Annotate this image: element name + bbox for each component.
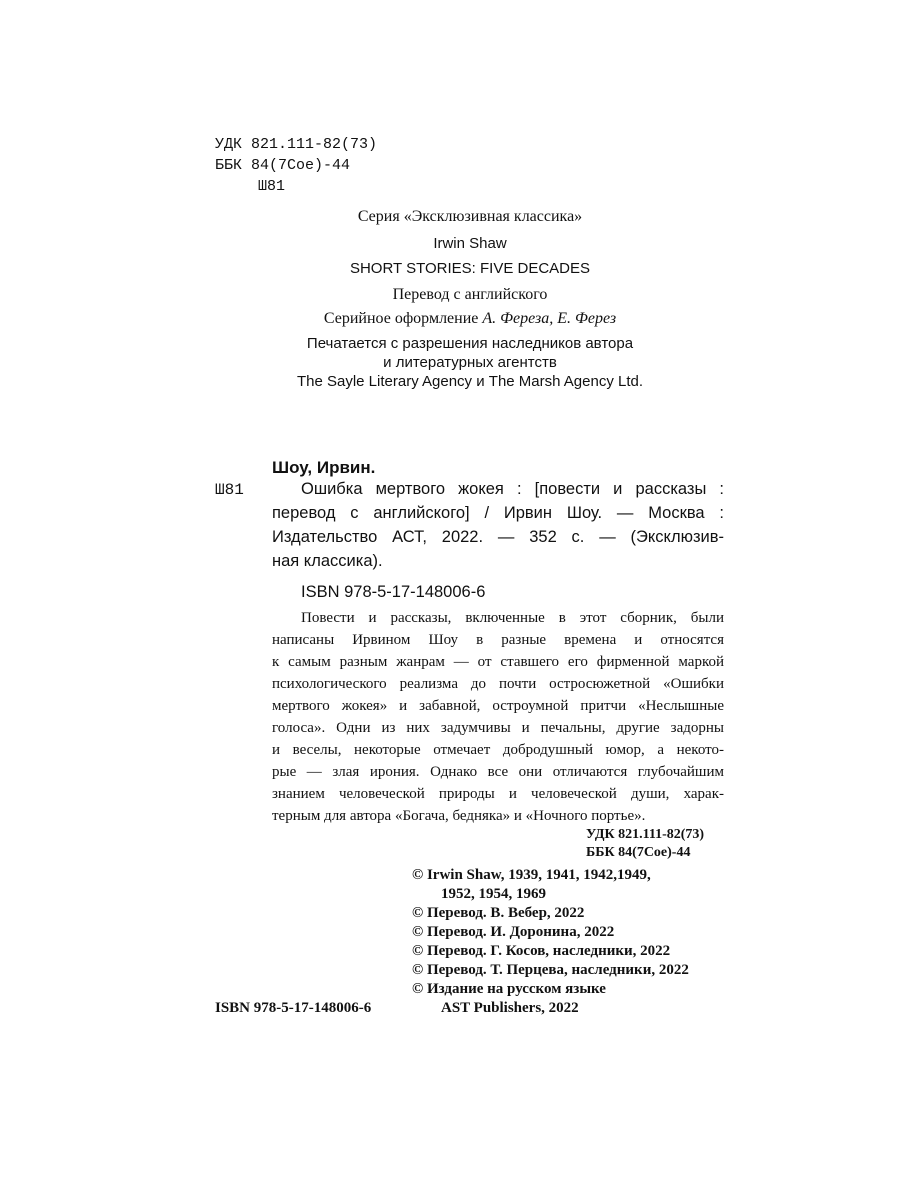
agencies-line: The Sayle Literary Agency и The Marsh Agency Ltd. [296,373,644,390]
annotation [272,607,724,827]
annotation-udk: УДК 821.111-82(73) [586,827,705,842]
copyright-line: © Irwin Shaw, 1939, 1941, 1942,1949, [412,867,651,883]
annotation-line: мертвого жокея» и забавной, остроумной притчи «Неслышные [272,698,724,714]
catalog-line: ная классика). [272,552,383,570]
catalog-description [272,477,724,573]
catalog-isbn: ISBN 978-5-17-148006-6 [301,583,486,601]
series-name: Серия «Эксклюзивная классика» [357,208,583,225]
annotation-line: голоса». Одни из них задумчивы и печальны, другие задорны [272,720,724,736]
footer-isbn: ISBN 978-5-17-148006-6 [215,1000,372,1016]
annotation-line: терным для автора «Богача, бедняка» и «Ночного портье». [272,808,646,824]
udk-code: УДК 821.111-82(73) [215,136,378,153]
copyright-line: 1952, 1954, 1969 [441,886,546,902]
author-english: Irwin Shaw [433,235,507,252]
annotation-line: психологического реализма до почти остросюжетной «Ошибки [272,676,724,692]
copyright-line: © Перевод. Т. Перцева, наследники, 2022 [412,962,689,978]
design-credit [215,308,725,330]
design-prefix: Серийное оформление [323,310,479,327]
translation-note: Перевод с английского [392,286,548,303]
permission-line-1: Печатается с разрешения наследников автора [306,335,634,352]
bbk-code: ББК 84(7Сое)-44 [215,157,351,174]
catalog-line: перевод с английского] / Ирвин Шоу. — Москва : [272,504,724,522]
catalog-line: Ошибка мертвого жокея : [повести и рассказы : [301,480,724,498]
annotation-line: знанием человеческой природы и человеческой души, харак- [272,786,724,802]
author-sign: Ш81 [258,178,286,195]
annotation-line: написаны Ирвином Шоу в разные времена и относятся [272,632,724,648]
annotation-line: и веселы, некоторые отмечает добродушный юмор, а некото- [272,742,724,758]
permission-line-2: и литературных агентств [383,354,557,371]
annotation-line: рые — злая ирония. Однако все они отличаются глубочайшим [272,764,724,780]
copyright-line: © Перевод. И. Доронина, 2022 [412,924,615,940]
catalog-sign: Ш81 [215,481,244,499]
copyright-line: © Перевод. В. Вебер, 2022 [412,905,585,921]
annotation-bbk: ББК 84(7Сое)-44 [586,845,691,860]
design-names: А. Фереза, Е. Ферез [482,310,617,327]
copyright-line: AST Publishers, 2022 [441,1000,579,1016]
catalog-author: Шоу, Ирвин. [272,458,376,477]
title-english: SHORT STORIES: FIVE DECADES [349,260,591,277]
copyright-line: © Перевод. Г. Косов, наследники, 2022 [412,943,671,959]
annotation-line: Повести и рассказы, включенные в этот сборник, были [301,610,724,626]
catalog-line: Издательство АСТ, 2022. — 352 с. — (Эксклюзив- [272,528,724,546]
copyright-line: © Издание на русском языке [412,981,606,997]
annotation-line: к самым разным жанрам — от ставшего его фирменной маркой [272,654,724,670]
